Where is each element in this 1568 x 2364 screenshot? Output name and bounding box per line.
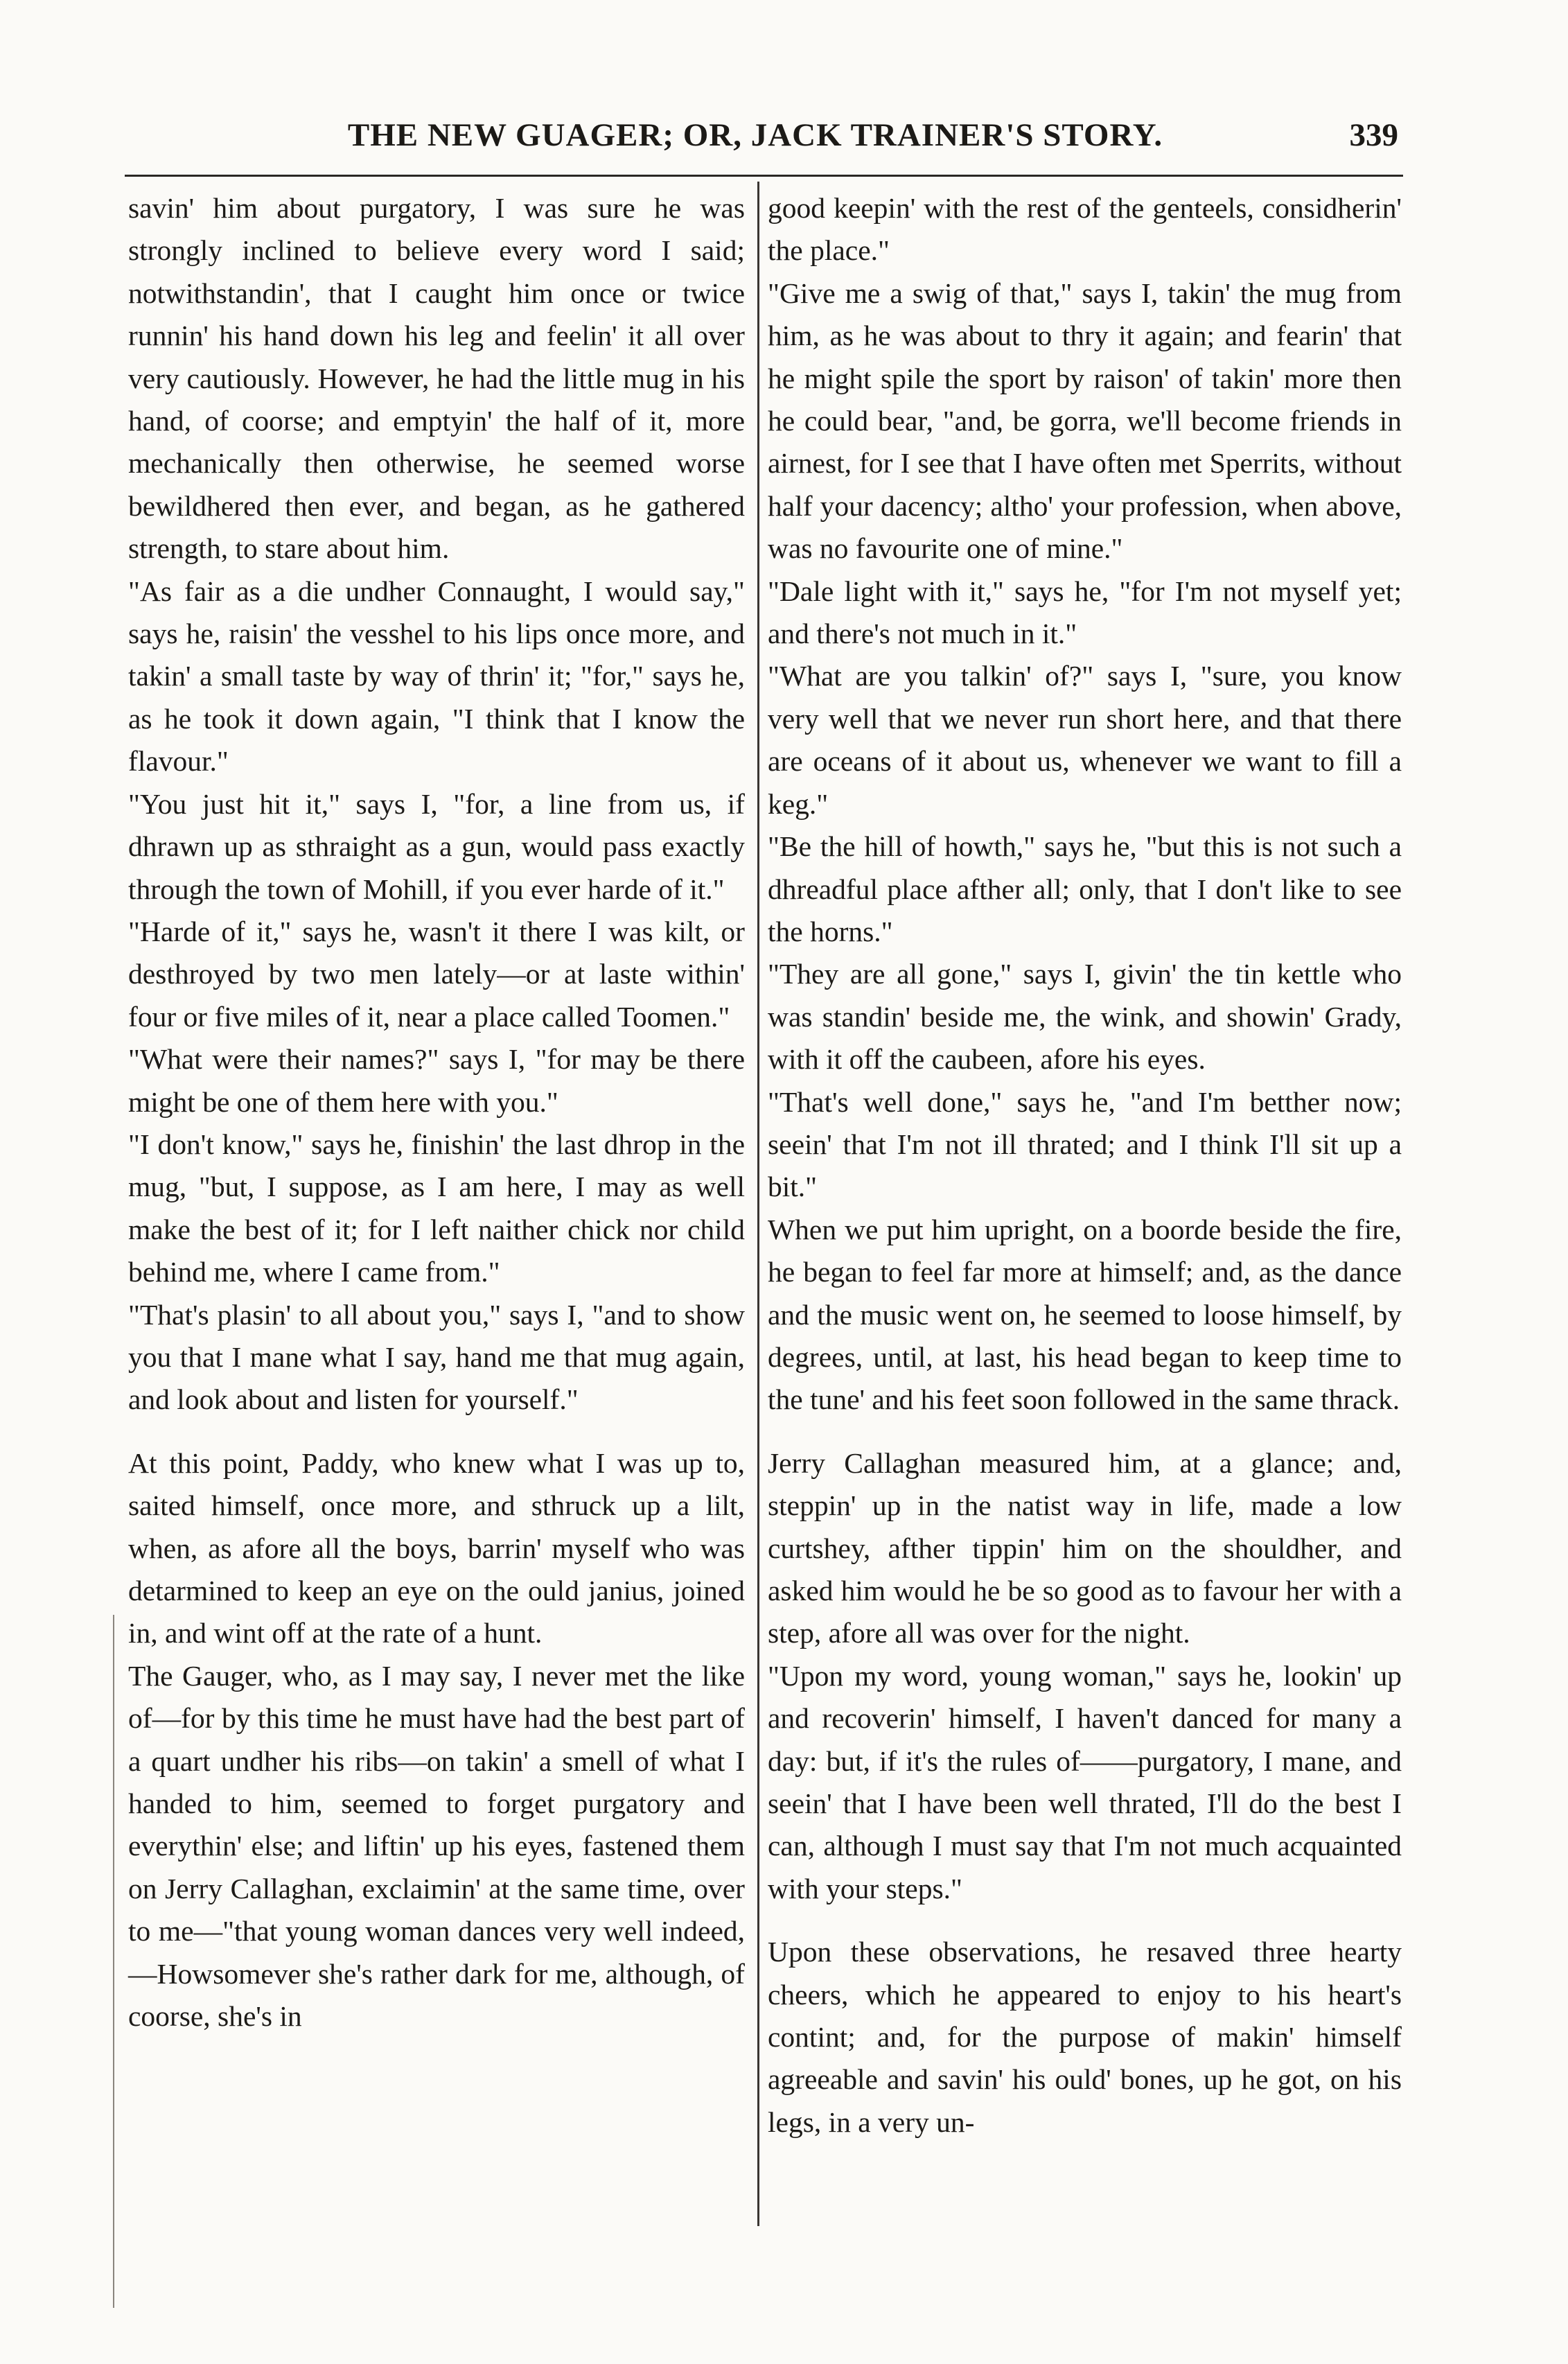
running-title: THE NEW GUAGER; OR, JACK TRAINER'S STORY. <box>347 117 1163 153</box>
page-number: 339 <box>1349 117 1398 153</box>
paragraph: "Give me a swig of that," says I, takin' the mug from him, as he was about to thry it again; and fearin' that he might spile the sport by raison' of takin' more then he could bear, "and, be gorra, we'll become friends in airnest, for I see that I have often met Sperrits, without half your dacency; altho' your profession, when above, was no favourite one of mine." <box>768 277 1402 565</box>
paragraph: "That's well done," says he, "and I'm betther now; seein' that I'm not ill thrated; and I think I'll sit up a bit." <box>768 1085 1402 1203</box>
left-column <box>128 187 745 2038</box>
paragraph: The Gauger, who, as I may say, I never met the like of—for by this time he must have had the best part of a quart undher his ribs—on takin' a smell of what I handed to him, seemed to forget purgatory and everythin' else; and liftin' up his eyes, fastened them on Jerry Callaghan, exclaimin' at the same time, over to me—"that young woman dances very well indeed,—Howsomever she's rather dark for me, although, of coorse, she's in <box>128 1659 745 2033</box>
margin-line <box>113 1615 114 2308</box>
paragraph: "Be the hill of howth," says he, "but this is not such a dhreadful place afther all; only, that I don't like to see the horns." <box>768 830 1402 947</box>
paragraph: Jerry Callaghan measured him, at a glance; and, steppin' up in the natist way in life, made a low curtshey, afther tippin' him on the shouldher, and asked him would he be so good as to favour her with a step, afore all was over for the night. <box>768 1446 1402 1649</box>
header-rule <box>125 175 1403 177</box>
paragraph: "Dale light with it," says he, "for I'm not myself yet; and there's not much in it." <box>768 575 1402 650</box>
paragraph: At this point, Paddy, who knew what I was up to, saited himself, once more, and sthruck up a lilt, when, as afore all the boys, barrin' myself who was detarmined to keep an eye on the ould janius, joined in, and wint off at the rate of a hunt. <box>128 1446 745 1649</box>
paragraph: "What are you talkin' of?" says I, "sure, you know very well that we never run short here, and that there are oceans of it about us, whenever we want to fill a keg." <box>768 660 1402 820</box>
paragraph: "They are all gone," says I, givin' the tin kettle who was standin' beside me, the wink, and showin' Grady, with it off the caubeen, afore his eyes. <box>768 958 1402 1076</box>
paragraph: "Upon my word, young woman," says he, lookin' up and recoverin' himself, I haven't danced for many a day: but, if it's the rules of——purgatory, I mane, and seein' that I have been well thrated, I'll do the best I can, although I must say that I'm not much acquainted with your steps." <box>768 1659 1402 1905</box>
paragraph: "I don't know," says he, finishin' the last dhrop in the mug, "but, I suppose, as I am here, I may as well make the best of it; for I left naither chick nor child behind me, where I came from." <box>128 1128 745 1288</box>
paragraph: "As fair as a die undher Connaught, I would say," says he, raisin' the vesshel to his lips once more, and takin' a small taste by way of thrin' it; "for," says he, as he took it down again, "I think that I know the flavour." <box>128 575 745 778</box>
right-column <box>768 187 1402 2144</box>
paragraph: "That's plasin' to all about you," says I, "and to show you that I mane what I say, hand me that mug again, and look about and listen for yourself." <box>128 1298 745 1416</box>
paragraph: "You just hit it," says I, "for, a line from us, if dhrawn up as sthraight as a gun, would pass exactly through the town of Mohill, if you ever harde of it." <box>128 787 745 905</box>
paragraph: savin' him about purgatory, I was sure he was strongly inclined to believe every word I said; notwithstandin', that I caught him once or twice runnin' his hand down his leg and feelin' it all over very cautiously. However, he had the little mug in his hand, of coorse; and emptyin' the half of it, more mechanically then otherwise, he seemed worse bewildhered then ever, and began, as he gathered strength, to stare about him. <box>128 192 745 565</box>
paragraph: Upon these observations, he resaved three hearty cheers, which he appeared to enjoy to his heart's contint; and, for the purpose of makin' himself agreeable and savin' his ould' bones, up he got, on his legs, in a very un- <box>768 1936 1402 2138</box>
paragraph: When we put him upright, on a boorde beside the fire, he began to feel far more at himself; and, as the dance and the music went on, he seemed to loose himself, by degrees, until, at last, his head began to keep time to the tune' and his feet soon followed in the same thrack. <box>768 1213 1402 1416</box>
column-divider <box>757 182 759 2226</box>
paragraph: good keepin' with the rest of the genteels, considherin' the place." <box>768 192 1402 267</box>
paragraph: "What were their names?" says I, "for may be there might be one of them here with you." <box>128 1043 745 1118</box>
paragraph: "Harde of it," says he, wasn't it there I was kilt, or desthroyed by two men lately—or at laste within' four or five miles of it, near a place called Toomen." <box>128 915 745 1033</box>
